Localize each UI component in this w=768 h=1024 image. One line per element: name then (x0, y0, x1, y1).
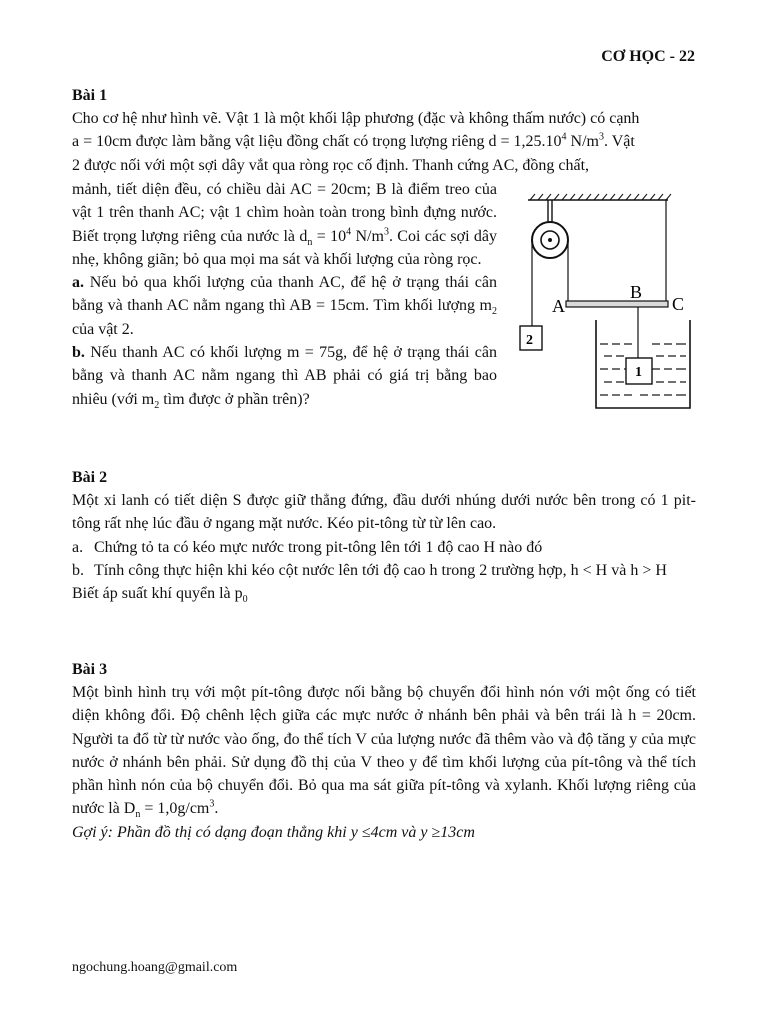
bai1-section (72, 84, 696, 177)
bai2-section (72, 466, 696, 605)
bai1-part-b: b. Nếu thanh AC có khối lượng m = 75g, để hệ ở trạng thái cân bằng và thanh AC nằm ngang thì AB phải có giá trị bằng bao nhiêu (với $m_2$ tìm được ở phần trên)? (72, 344, 497, 411)
bai2-outro: Biết áp suất khí quyển là $p_0$ (72, 585, 248, 606)
bai1-title: Bài 1 (72, 87, 108, 104)
bai2-item-b: b. Tính công thực hiện khi kéo cột nước lên tới độ cao h trong 2 trường hợp, h < H và h > H (72, 561, 667, 579)
bai3-title: Bài 3 (72, 661, 108, 678)
bai3-section (72, 658, 696, 844)
bai2-item-a: a. Chứng tỏ ta có kéo mực nước trong pit-tông lên tới 1 độ cao H nào đó (72, 538, 543, 556)
footer-email: ngochung.hoang@gmail.com (72, 960, 238, 975)
label-a: A (552, 296, 565, 316)
page-header: CƠ HỌC - 22 (601, 48, 695, 65)
bai3-hint: Gợi ý: Phần đồ thị có dạng đoạn thẳng khi y ≤4cm và y ≥13cm (72, 823, 475, 841)
label-1: 1 (635, 365, 642, 380)
label-c: C (672, 294, 685, 314)
bai2-title: Bài 2 (72, 469, 108, 486)
bai1-line2: a = 10cm được làm bằng vật liệu đồng chất có trọng lượng riêng $d = 1,25.10^4$ $N/m^3$. Vật (72, 131, 635, 151)
bai2-intro: Một xi lanh có tiết diện S được giữ thẳng đứng, đầu dưới nhúng dưới nước bên trong có 1 pit-tông rất nhẹ lúc đầu ở ngang mặt nước. Kéo pit-tông từ từ lên cao. (72, 492, 696, 533)
label-2: 2 (526, 333, 533, 348)
label-b: B (630, 282, 643, 302)
bai1-line1: Cho cơ hệ như hình vẽ. Vật 1 là một khối lập phương (đặc và không thấm nước) có cạnh (72, 110, 640, 127)
rod-ac (566, 301, 668, 307)
bai1-wrapped-text (72, 178, 497, 411)
bai1-part-a: a. Nếu bỏ qua khối lượng của thanh AC, để hệ ở trạng thái cân bằng và thanh AC nằm ngang thì AB = 15cm. Tìm khối lượng $m_2$ của vật 2. (72, 274, 497, 338)
pulley-lever-figure (508, 186, 698, 416)
bai1-wrap-paragraph: mảnh, tiết diện đều, có chiều dài AC = 20cm; B là điểm treo của vật 1 trên thanh AC; vật 1 chìm hoàn toàn trong bình đựng nước. Biết trọng lượng riêng của nước là $d_n = 10^4$ $N/m^3$. Coi các sợi dây nhẹ, không giãn; bỏ qua mọi ma sát và khối lượng của ròng rọc. (72, 181, 498, 268)
bai3-text: Một bình hình trụ với một pít-tông được nối bằng bộ chuyển đổi hình nón với một ống có tiết diện không đổi. Độ chênh lệch giữa các mực nước ở nhánh bên phải và bên trái là h = 20cm. Người ta đổ từ từ nước vào ống, đo thể tích V của lượng nước đã thêm vào và độ tăng y của mực nước ở nhánh bên phải. Sử dụng đồ thị của V theo y để tìm khối lượng của pít-tông và thể tích phần hình nón của bộ chuyển đổi. Bỏ qua ma sát giữa pít-tông và xylanh. Khối lượng riêng của nước là $D_n = 1,0g/cm^3$. (72, 684, 696, 821)
bai1-line3: 2 được nối với một sợi dây vắt qua ròng rọc cố định. Thanh cứng AC, đồng chất, (72, 156, 590, 174)
